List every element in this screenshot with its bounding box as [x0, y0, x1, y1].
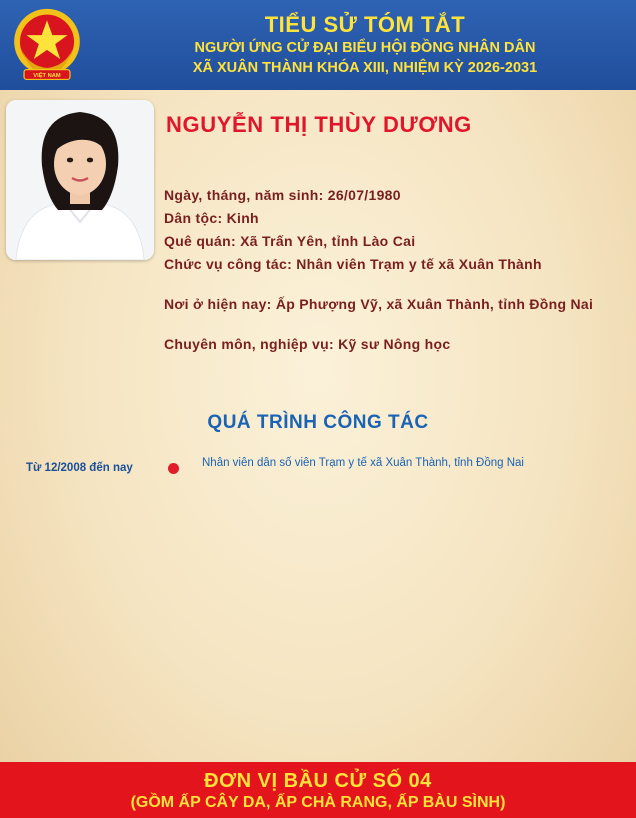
document-title: TIỂU SỬ TÓM TẮT	[264, 12, 466, 37]
info-position: Chức vụ công tác: Nhân viên Trạm y tế xã Xuân Thành	[164, 256, 542, 272]
candidate-name: NGUYỄN THỊ THÙY DƯƠNG	[166, 112, 472, 137]
portrait-photo	[6, 100, 154, 260]
electoral-unit-areas: (GỒM ẤP CÂY DA, ẤP CHÀ RANG, ẤP BÀU SÌNH)	[130, 794, 506, 811]
info-residence: Nơi ở hiện nay: Ấp Phượng Vỹ, xã Xuân Thành, tỉnh Đồng Nai	[164, 296, 594, 312]
header-subtitle-2: XÃ XUÂN THÀNH KHÓA XIII, NHIỆM KỲ 2026-2031	[192, 60, 538, 76]
timeline-dot-icon	[168, 463, 179, 474]
national-emblem-icon	[6, 4, 88, 86]
header-subtitle-1: NGƯỜI ỨNG CỬ ĐẠI BIỂU HỘI ĐỒNG NHÂN DÂN	[194, 40, 536, 56]
work-history-title: QUÁ TRÌNH CÔNG TÁC	[207, 412, 429, 433]
info-birthdate: Ngày, tháng, năm sinh: 26/07/1980	[164, 187, 401, 203]
info-ethnicity: Dân tộc: Kinh	[164, 210, 259, 226]
timeline-description: Nhân viên dân số viên Trạm y tế xã Xuân Thành, tỉnh Đồng Nai	[202, 457, 524, 469]
emblem-label: VIỆT NAM	[33, 72, 61, 79]
info-hometown: Quê quán: Xã Trấn Yên, tỉnh Lào Cai	[164, 233, 416, 249]
info-profession: Chuyên môn, nghiệp vụ: Kỹ sư Nông học	[164, 336, 451, 352]
timeline-period: Từ 12/2008 đến nay	[26, 462, 133, 474]
electoral-unit: ĐƠN VỊ BẦU CỬ SỐ 04	[204, 770, 432, 792]
